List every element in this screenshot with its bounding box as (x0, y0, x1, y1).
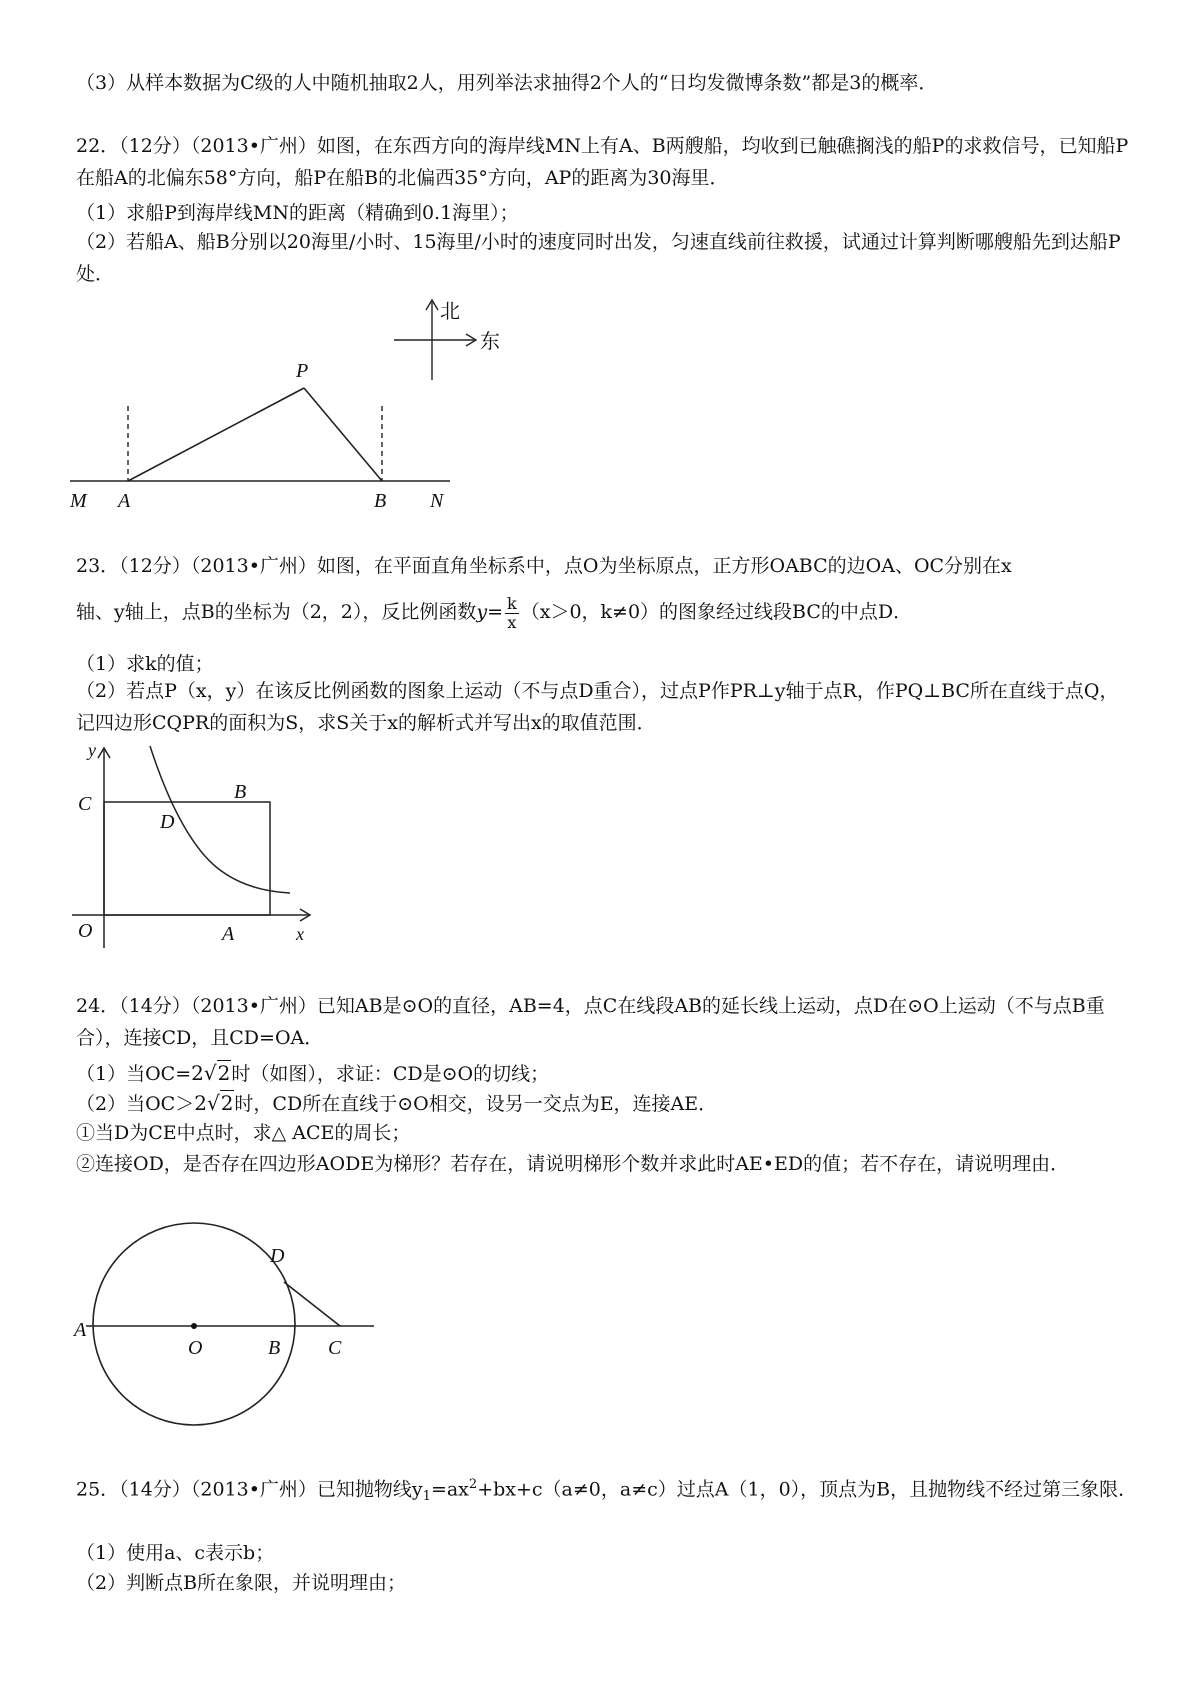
q24-sqrt-1: 2√2 (191, 1061, 231, 1085)
label-a: A (74, 1319, 87, 1341)
q23-figure (64, 740, 324, 960)
q23-frac-num: k (507, 593, 517, 613)
label-east: 东 (480, 329, 500, 353)
q23-text-b (76, 592, 912, 632)
sqrt-radicand: 2 (217, 1061, 231, 1085)
square-oabc (104, 802, 270, 915)
label-north: 北 (440, 299, 460, 323)
q23-y-eq: y= (476, 601, 504, 623)
q24-text: 24．（14分）（2013•广州）已知AB是⊙O的直径，AB=4，点C在线段AB的延长线上运动，点D在⊙O上运动（不与点B重合），连接CD，且CD=OA． (76, 995, 1105, 1049)
center-dot (191, 1323, 197, 1329)
label-c: C (328, 1337, 342, 1359)
q24-part1 (76, 1058, 549, 1089)
q22-part2: （2）若船A、船B分别以20海里/小时、15海里/小时的速度同时出发，匀速直线前往救援，试通过计算判断哪艘船先到达船P处． (76, 231, 1121, 285)
q23-part2: （2）若点P（x，y）在该反比例函数的图象上运动（不与点D重合），过点P作PR⊥y轴于点R，作PQ⊥BC所在直线于点Q，记四边形CQPR的面积为S，求S关于x的解析式并写出x的取值范围． (76, 680, 1119, 734)
q24-item2: ②连接OD，是否存在四边形AODE为梯形？若存在，请说明梯形个数并求此时AE•ED的值；若不存在，请说明理由． (76, 1153, 1070, 1175)
q22-text: 22．（12分）（2013•广州）如图，在东西方向的海岸线MN上有A、B两艘船，均收到已触礁搁浅的船P的求救信号，已知船P在船A的北偏东58°方向，船P在船B的北偏西35°方向，AP的距离为30海里． (76, 135, 1129, 189)
q23-fraction (505, 595, 519, 632)
label-x: x (296, 924, 304, 944)
label-d: D (160, 811, 175, 833)
segment-bp (304, 388, 382, 481)
q24-part2-b: 时，CD所在直线于⊙O相交，设另一交点为E，连接AE． (234, 1093, 718, 1115)
sqrt-coef: 2 (194, 1091, 207, 1115)
q23-text-a: 23．（12分）（2013•广州）如图，在平面直角坐标系中，点O为坐标原点，正方形OABC的边OA、OC分别在x (76, 555, 1012, 577)
q25-sub1: 1 (422, 1489, 431, 1505)
compass-icon (394, 299, 500, 380)
label-m: M (70, 490, 87, 512)
label-c: C (78, 793, 92, 815)
q21-part3: （3）从样本数据为C级的人中随机抽取2人，用列举法求抽得2个人的“日均发微博条数”都是3的概率． (76, 72, 938, 94)
label-b: B (234, 781, 247, 803)
label-n: N (430, 490, 444, 512)
q25-t2: =ax (430, 1478, 469, 1501)
q23-frac-den: x (507, 612, 517, 632)
q24-item1: ①当D为CE中点时，求△ ACE的周长； (76, 1122, 411, 1144)
q23-part1: （1）求k的值； (76, 653, 214, 675)
label-b: B (268, 1337, 281, 1359)
q24-part1-a: （1）当OC= (76, 1063, 192, 1085)
label-d: D (270, 1245, 285, 1267)
label-o: O (78, 920, 93, 942)
q25-text (76, 1470, 1137, 1512)
q23-text-b1: 轴、y轴上，点B的坐标为（2，2），反比例函数 (76, 601, 477, 623)
q25-sup2: 2 (468, 1477, 478, 1492)
label-y: y (88, 740, 96, 760)
q22-figure (60, 296, 520, 516)
q25-t1: 25．（14分）（2013•广州）已知抛物线y (76, 1478, 423, 1501)
q24-part2-a: （2）当OC＞ (76, 1093, 195, 1115)
q24-sqrt-2: 2√2 (194, 1091, 234, 1115)
q25-t3: +bx+c（a≠0，a≠c）过点A（1，0），顶点为B，且抛物线不经过第三象限． (477, 1478, 1138, 1501)
q25-part1: （1）使用a、c表示b； (76, 1542, 275, 1564)
segment-ap (128, 388, 304, 481)
label-a: A (118, 490, 131, 512)
label-p: P (296, 360, 309, 382)
label-a: A (222, 923, 235, 945)
sqrt-coef: 2 (191, 1061, 204, 1085)
q24-figure (64, 1216, 384, 1436)
q22-part1: （1）求船P到海岸线MN的距离（精确到0.1海里）； (76, 202, 519, 224)
sqrt-radicand: 2 (220, 1091, 234, 1115)
label-b: B (374, 490, 387, 512)
q24-part1-b: 时（如图），求证：CD是⊙O的切线； (231, 1063, 550, 1085)
q23-text-b2: （x＞0，k≠0）的图象经过线段BC的中点D． (520, 601, 913, 623)
label-o: O (188, 1337, 203, 1359)
q25-part2: （2）判断点B所在象限，并说明理由； (76, 1572, 407, 1594)
q24-part2 (76, 1088, 717, 1119)
